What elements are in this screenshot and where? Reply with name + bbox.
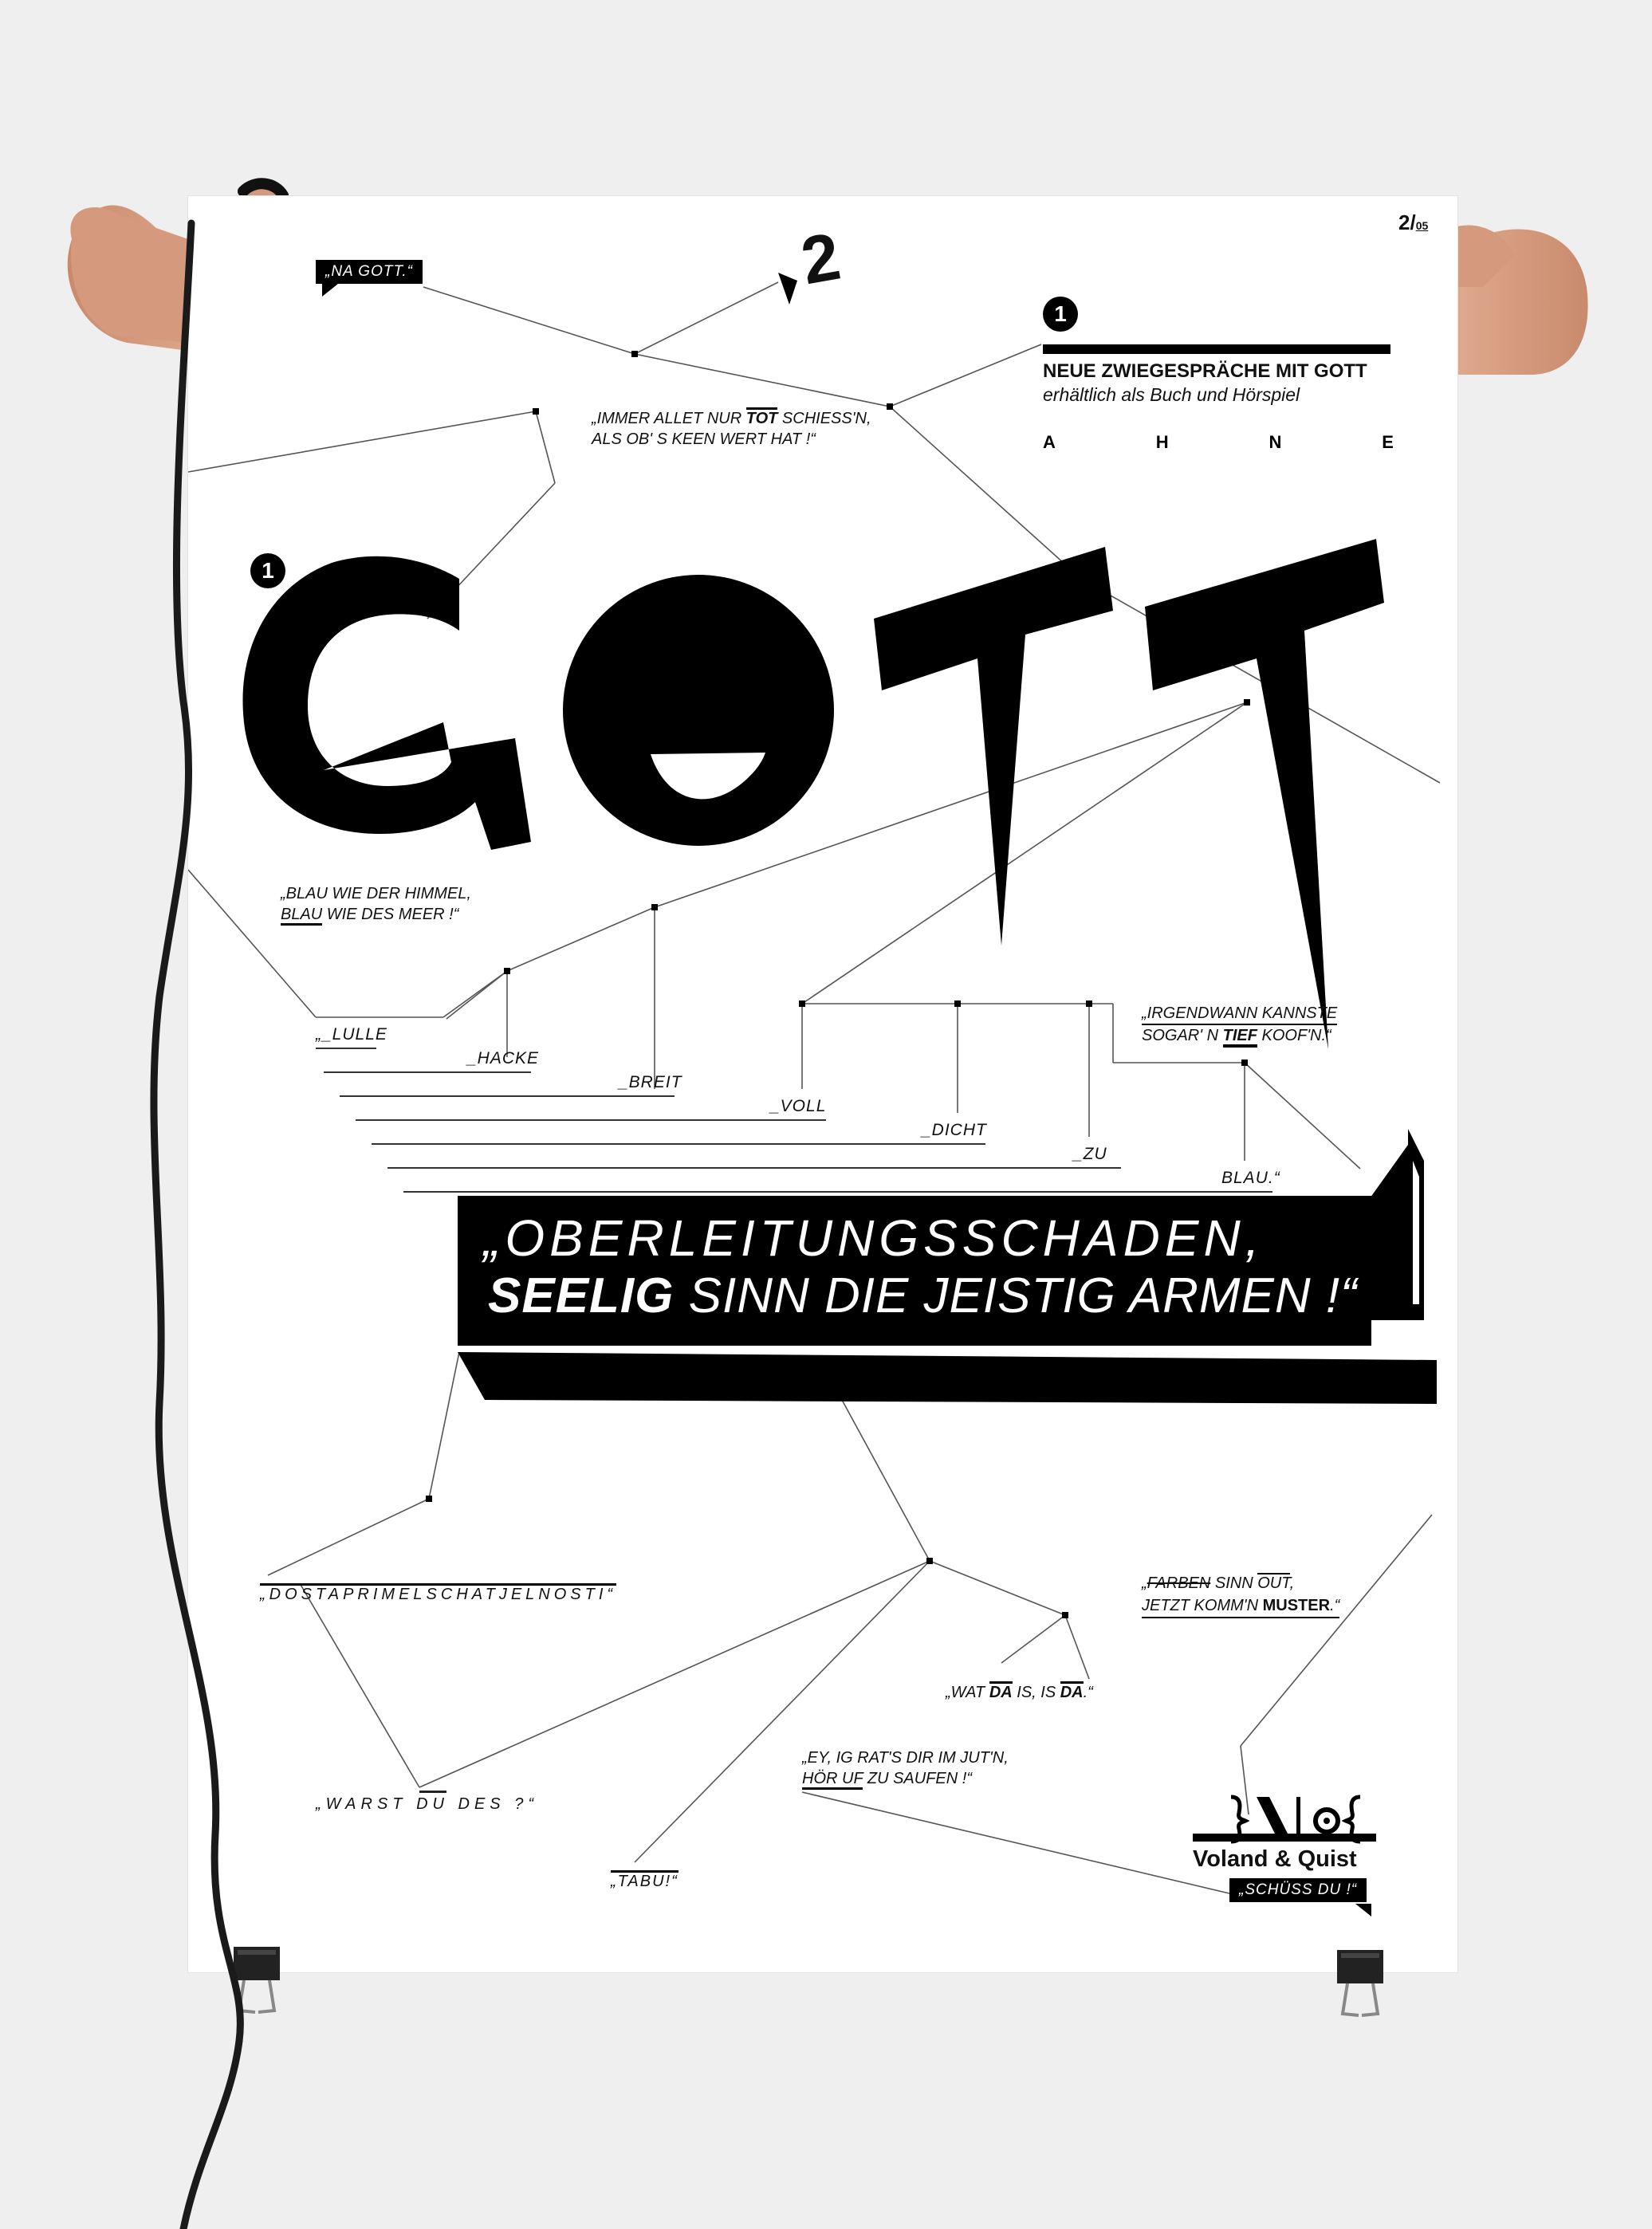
binder-clip-left	[230, 1939, 285, 2019]
quote-blau: „BLAU WIE DER HIMMEL, BLAU WIE DES MEER !“	[281, 883, 471, 925]
author-letter: H	[1155, 432, 1169, 452]
badge-one-left: 1	[250, 553, 285, 588]
quote-irgendwann: „IRGENDWANN KANNSTE SOGAR' N TIEF KOOF'N.“	[1142, 1003, 1337, 1046]
ladder-breit: _BREIT	[619, 1073, 682, 1091]
ladder-rule	[356, 1119, 826, 1121]
banner-line-1: „OBERLEITUNGSSCHADEN,	[483, 1209, 1265, 1267]
author-letter: E	[1382, 432, 1394, 452]
banner-line-2: SEELIG SINN DIE JEISTIG ARMEN !“	[488, 1268, 1358, 1323]
big-number-two: 2	[796, 218, 846, 299]
quote-ey: „EY, IG RAT'S DIR IM JUT'N, HÖR UF ZU SAUFEN !“	[802, 1747, 1009, 1789]
ladder-hacke: _HACKE	[467, 1049, 540, 1067]
arrow-tick-icon	[778, 273, 802, 305]
ladder-lulle: „_LULLE	[316, 1025, 387, 1044]
quote-na-gott: „NA GOTT.“	[316, 260, 423, 284]
ladder-rule	[316, 1048, 376, 1049]
author-name	[1043, 432, 1394, 453]
letter-g	[242, 556, 531, 850]
ladder-dicht: _DICHT	[922, 1121, 987, 1139]
quote-tabu: „TABU!“	[611, 1870, 678, 1891]
letter-t-2	[1145, 539, 1384, 1049]
quote-wat-da: „WAT DA IS, IS DA.“	[946, 1684, 1093, 1702]
warst-rule	[419, 1791, 446, 1793]
binder-clip-right	[1333, 1942, 1389, 2022]
page-number: 2/05	[1398, 210, 1429, 234]
publisher-logo-glyphs	[188, 196, 189, 197]
ladder-voll: _VOLL	[770, 1097, 827, 1115]
ladder-rule	[340, 1095, 675, 1097]
poster	[188, 196, 1457, 1972]
author-letter: N	[1268, 432, 1282, 452]
speech-tail-icon	[322, 284, 338, 300]
ladder-blau: BLAU.“	[1221, 1169, 1280, 1187]
quote-dosta: „DOSTAPRIMELSCHATJELNOSTI“	[260, 1583, 616, 1604]
author-letter: A	[1043, 432, 1056, 452]
badge-one-top: 1	[1043, 297, 1078, 332]
ladder-zu: _ZU	[1073, 1145, 1107, 1163]
speech-tail-icon	[1355, 1904, 1371, 1920]
publisher-name: Voland & Quist	[1193, 1846, 1357, 1872]
left-hand	[70, 207, 188, 343]
book-rule	[1043, 344, 1390, 354]
publisher-rule	[1193, 1834, 1376, 1842]
ladder-rule	[324, 1071, 531, 1073]
letter-o	[563, 575, 834, 846]
quote-farben: „FARBEN SINN OUT, JETZT KOMM'N MUSTER.“	[1142, 1572, 1339, 1618]
quote-warst: „WARST DU DES ?“	[316, 1795, 538, 1813]
book-subtitle: erhältlich als Buch und Hörspiel	[1043, 384, 1300, 405]
letter-t-1	[874, 547, 1113, 945]
quote-immer-allet: „IMMER ALLET NUR TOT SCHIESS'N, ALS OB' S KEEN WERT HAT !“	[592, 408, 871, 450]
quote-schuess: „SCHÜSS DU !“	[1229, 1878, 1367, 1902]
book-title: NEUE ZWIEGESPRÄCHE MIT GOTT	[1043, 360, 1367, 382]
